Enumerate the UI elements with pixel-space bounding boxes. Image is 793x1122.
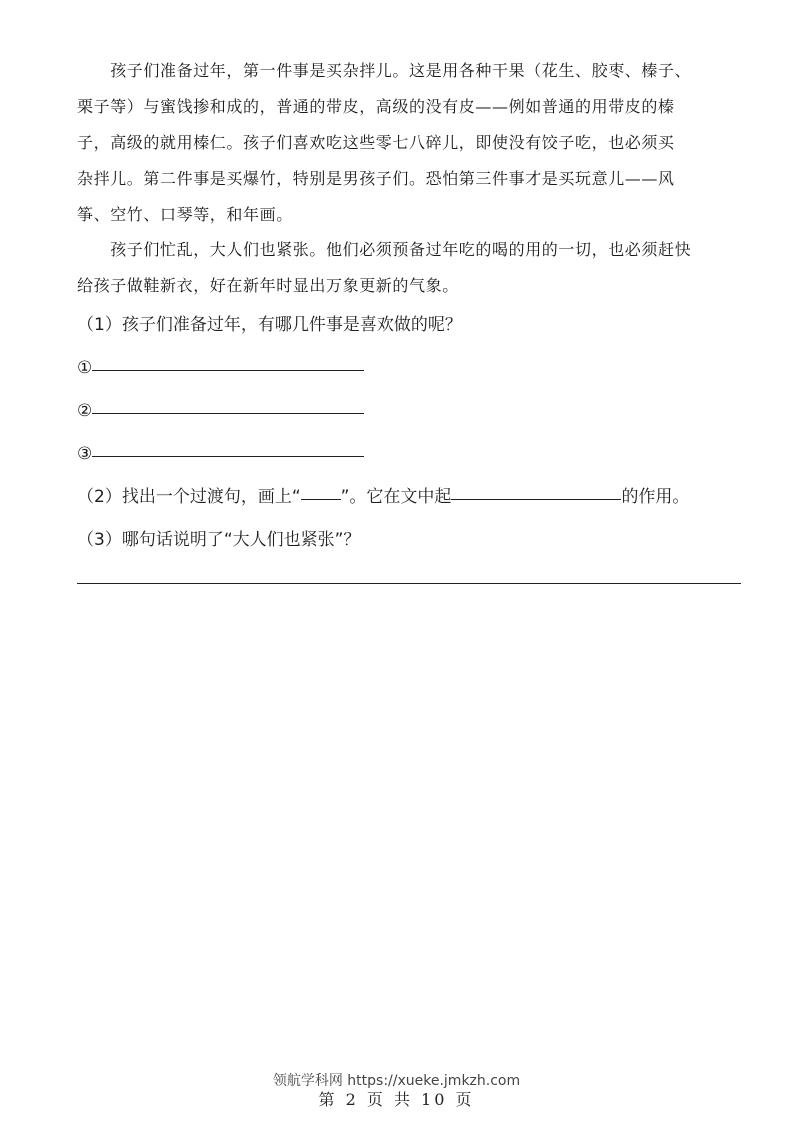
question-3: （3）哪句话说明了“大人们也紧张”？ xyxy=(77,530,361,550)
paragraph-2 xyxy=(77,232,749,304)
answer-row-2 xyxy=(77,397,364,425)
question-2-text-a: （2）找出一个过渡句，画上“ xyxy=(77,487,301,507)
question-2 xyxy=(77,483,689,511)
paragraph-1 xyxy=(77,53,749,233)
paragraph-line: 子，高级的就用榛仁。孩子们喜欢吃这些零七八碎儿，即使没有饺子吃，也必须买 xyxy=(77,133,675,152)
answer-line-3[interactable] xyxy=(77,583,741,584)
answer-blank-3[interactable] xyxy=(92,455,364,457)
answer-blank-2[interactable] xyxy=(92,412,364,414)
paragraph-line: 给孩子做鞋新衣，好在新年时显出万象更新的气象。 xyxy=(77,276,459,295)
paragraph-line: 筝、空竹、口琴等，和年画。 xyxy=(77,205,293,224)
answer-row-3 xyxy=(77,440,364,468)
paragraph-line: 杂拌儿。第二件事是买爆竹，特别是男孩子们。恐怕第三件事才是买玩意儿——风 xyxy=(77,169,675,188)
underline-mark-blank[interactable] xyxy=(301,498,341,500)
paragraph-line: 孩子们忙乱，大人们也紧张。他们必须预备过年吃的喝的用的一切，也必须赶快 xyxy=(77,240,692,259)
footer-watermark: 领航学科网 https://xueke.jmkzh.com xyxy=(272,1073,521,1089)
answer-blank-1[interactable] xyxy=(92,369,364,371)
question-2-text-c: 的作用。 xyxy=(621,487,690,507)
paragraph-line: 孩子们准备过年，第一件事是买杂拌儿。这是用各种干果（花生、胶枣、榛子、 xyxy=(77,61,692,80)
page-number: 第 2 页 共 10 页 xyxy=(318,1090,475,1109)
answer-marker: ② xyxy=(77,401,93,421)
answer-row-1 xyxy=(77,354,364,382)
function-blank[interactable] xyxy=(451,498,621,500)
question-1: （1）孩子们准备过年，有哪几件事是喜欢做的呢？ xyxy=(77,315,462,335)
answer-marker: ① xyxy=(77,358,93,378)
paragraph-line: 栗子等）与蜜饯掺和成的，普通的带皮，高级的没有皮——例如普通的用带皮的榛 xyxy=(77,97,675,116)
question-2-text-b: ”。它在文中起 xyxy=(340,487,452,507)
answer-marker: ③ xyxy=(77,444,93,464)
